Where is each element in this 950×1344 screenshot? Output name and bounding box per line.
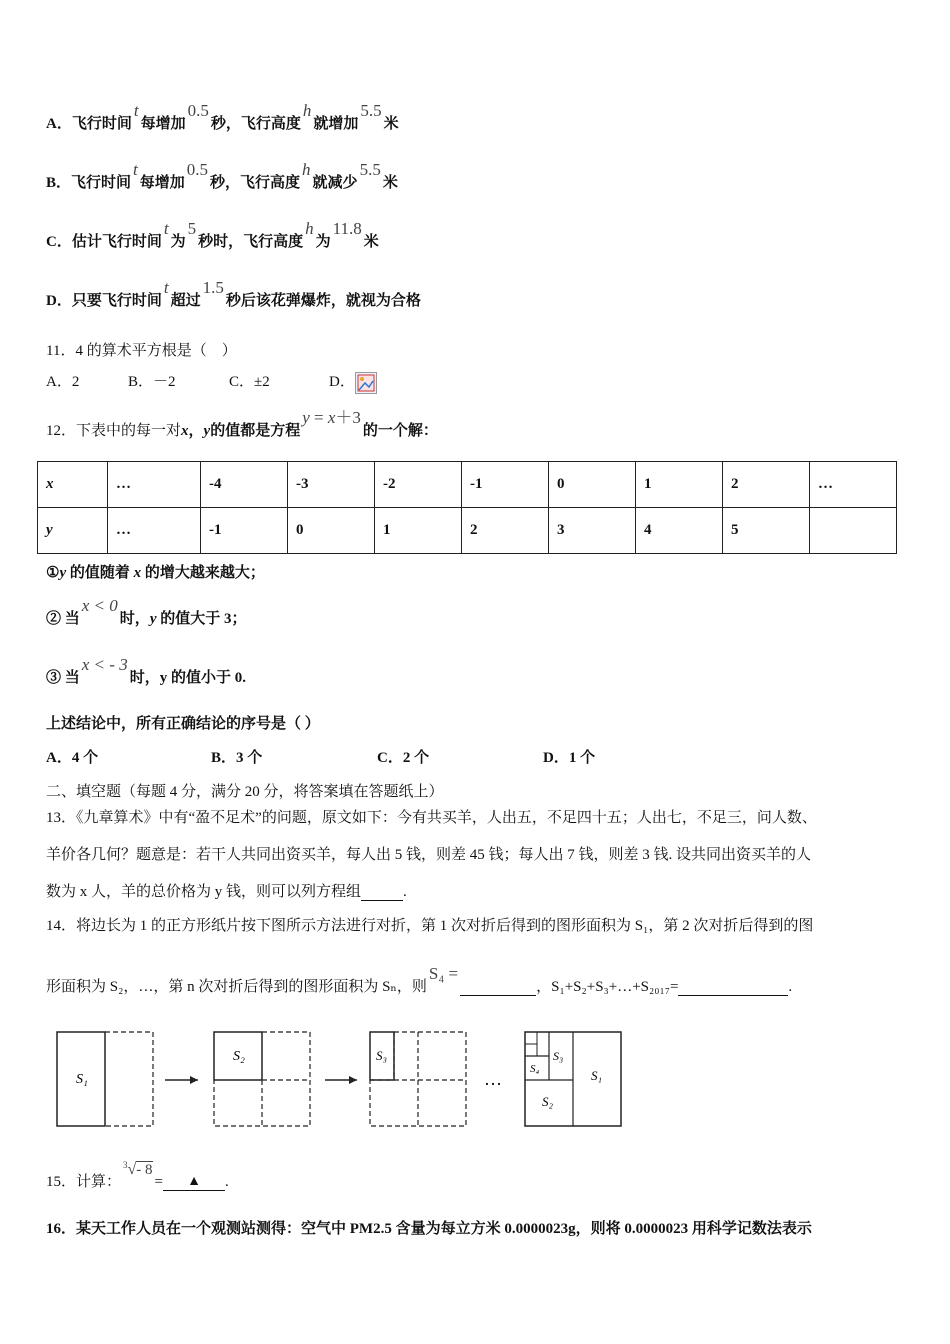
fig-label-s2: S₂ (233, 1049, 245, 1064)
q13-answer-blank[interactable] (361, 884, 403, 901)
q13-line-3: 数为 x 人，羊的总价格为 y 钱，则可以列方程组 . (46, 884, 407, 900)
fig4-label-s1: S₁ (591, 1068, 603, 1083)
q12-option-a: A．4 个 (46, 750, 99, 766)
arrow-2-head (349, 1076, 357, 1084)
table-cell: -4 (201, 462, 288, 508)
q14-sum-blank[interactable] (678, 979, 788, 996)
table-cell: -2 (375, 462, 462, 508)
table-row-x (38, 462, 897, 508)
table-row-y (38, 508, 897, 554)
q11-stem: 11．4 的算术平方根是（ ） (46, 343, 237, 359)
table-cell: … (108, 462, 201, 508)
fig-label-s3: S₃ (376, 1048, 388, 1063)
table-cell: x (38, 462, 108, 508)
fig4-label-s2: S₂ (542, 1094, 554, 1109)
fig4-label-s4: S₄ (530, 1063, 540, 1075)
q12-table (37, 461, 897, 554)
q10-option-d: D．只要飞行时间t超过1.5秒后该花弹爆炸，就视为合格 (46, 278, 421, 309)
broken-image-svg (356, 373, 376, 393)
table-cell: 2 (723, 462, 810, 508)
table-cell: y (38, 508, 108, 554)
q14-s4-blank[interactable] (460, 979, 536, 996)
fig4-label-s3: S₃ (553, 1049, 564, 1063)
arrow-1-head (190, 1076, 198, 1084)
table-cell: -3 (288, 462, 375, 508)
q12-option-d: D．1 个 (543, 750, 596, 766)
q12-conclusion-3: ③ 当x < - 3时，y 的值小于 0. (46, 655, 246, 686)
section-2-heading: 二、填空题（每题 4 分，满分 20 分，将答案填在答题纸上） (46, 784, 444, 800)
q12-question: 上述结论中，所有正确结论的序号是（ ） (46, 716, 320, 732)
q10-option-a: A．飞行时间t每增加0.5秒，飞行高度h就增加5.5米 (46, 101, 399, 132)
q15-answer-blank[interactable] (163, 1173, 225, 1191)
q10-option-b: B．飞行时间t每增加0.5秒，飞行高度h就减少5.5米 (46, 160, 398, 191)
q10-option-c: C．估计飞行时间t为5秒时，飞行高度h为11.8米 (46, 219, 379, 250)
fig1-dashed-half (105, 1032, 153, 1126)
q12-option-b: B．3 个 (211, 750, 263, 766)
table-cell: 3 (549, 508, 636, 554)
table-cell: … (108, 508, 201, 554)
table-cell: 5 (723, 508, 810, 554)
folding-figure (0, 1020, 950, 1140)
q14-line-1: 14．将边长为 1 的正方形纸片按下图所示方法进行对折，第 1 次对折后得到的图形面积为 S₁，第 2 次对折后得到的图 (46, 918, 814, 934)
table-cell: 0 (549, 462, 636, 508)
q11-option-b: B．－2 (128, 374, 176, 390)
q12-conclusion-2: ② 当x < 0时，y 的值大于 3； (46, 596, 247, 627)
fig-ellipsis: … (484, 1069, 502, 1089)
q11-option-c: C．±2 (229, 374, 270, 390)
q11-option-a: A．2 (46, 374, 80, 390)
q14-line-2: 形面积为 S₂，…，第 n 次对折后得到的图形面积为 Sₙ，则S₄ =，S₁+S₂+S₃+…+S₂₀₁₇= . (46, 964, 793, 995)
table-cell (810, 508, 897, 554)
q13-line-2: 羊价各几何？题意是：若干人共同出资买羊，每人出 5 钱，则差 45 钱；每人出 7 钱，则差 3 钱. 设共同出资买羊的人 (46, 847, 812, 863)
q12-stem: 12．下表中的每一对x，y的值都是方程y = x＋3的一个解： (46, 408, 438, 439)
equation: y = x＋3 (302, 408, 361, 427)
triangle-icon: ▲ (187, 1174, 201, 1189)
cube-root: $^3$√- 8 (123, 1160, 153, 1178)
table-cell: … (810, 462, 897, 508)
table-cell: 0 (288, 508, 375, 554)
fig-label-s1: S₁ (76, 1072, 88, 1087)
q12-conclusion-1: ①y 的值随着 x 的增大越来越大； (46, 565, 265, 581)
table-cell: 1 (375, 508, 462, 554)
table-cell: -1 (462, 462, 549, 508)
broken-image-icon (355, 372, 377, 394)
table-cell: 2 (462, 508, 549, 554)
q11-option-d: D． (329, 370, 377, 394)
q15: 15．计算：$^3$√- 8= ▲ . (46, 1160, 229, 1190)
table-cell: 1 (636, 462, 723, 508)
q13-line-1: 13．《九章算术》中有“盈不足术”的问题，原文如下：今有共买羊，人出五，不足四十五；人出七，不足三，问人数、 (46, 810, 817, 826)
q16-line-1: 16．某天工作人员在一个观测站测得：空气中 PM2.5 含量为每立方米 0.0000023g，则将 0.0000023 用科学记数法表示 (46, 1221, 812, 1237)
table-cell: -1 (201, 508, 288, 554)
fig3-dashed (370, 1032, 466, 1126)
q12-option-c: C．2 个 (377, 750, 430, 766)
table-cell: 4 (636, 508, 723, 554)
